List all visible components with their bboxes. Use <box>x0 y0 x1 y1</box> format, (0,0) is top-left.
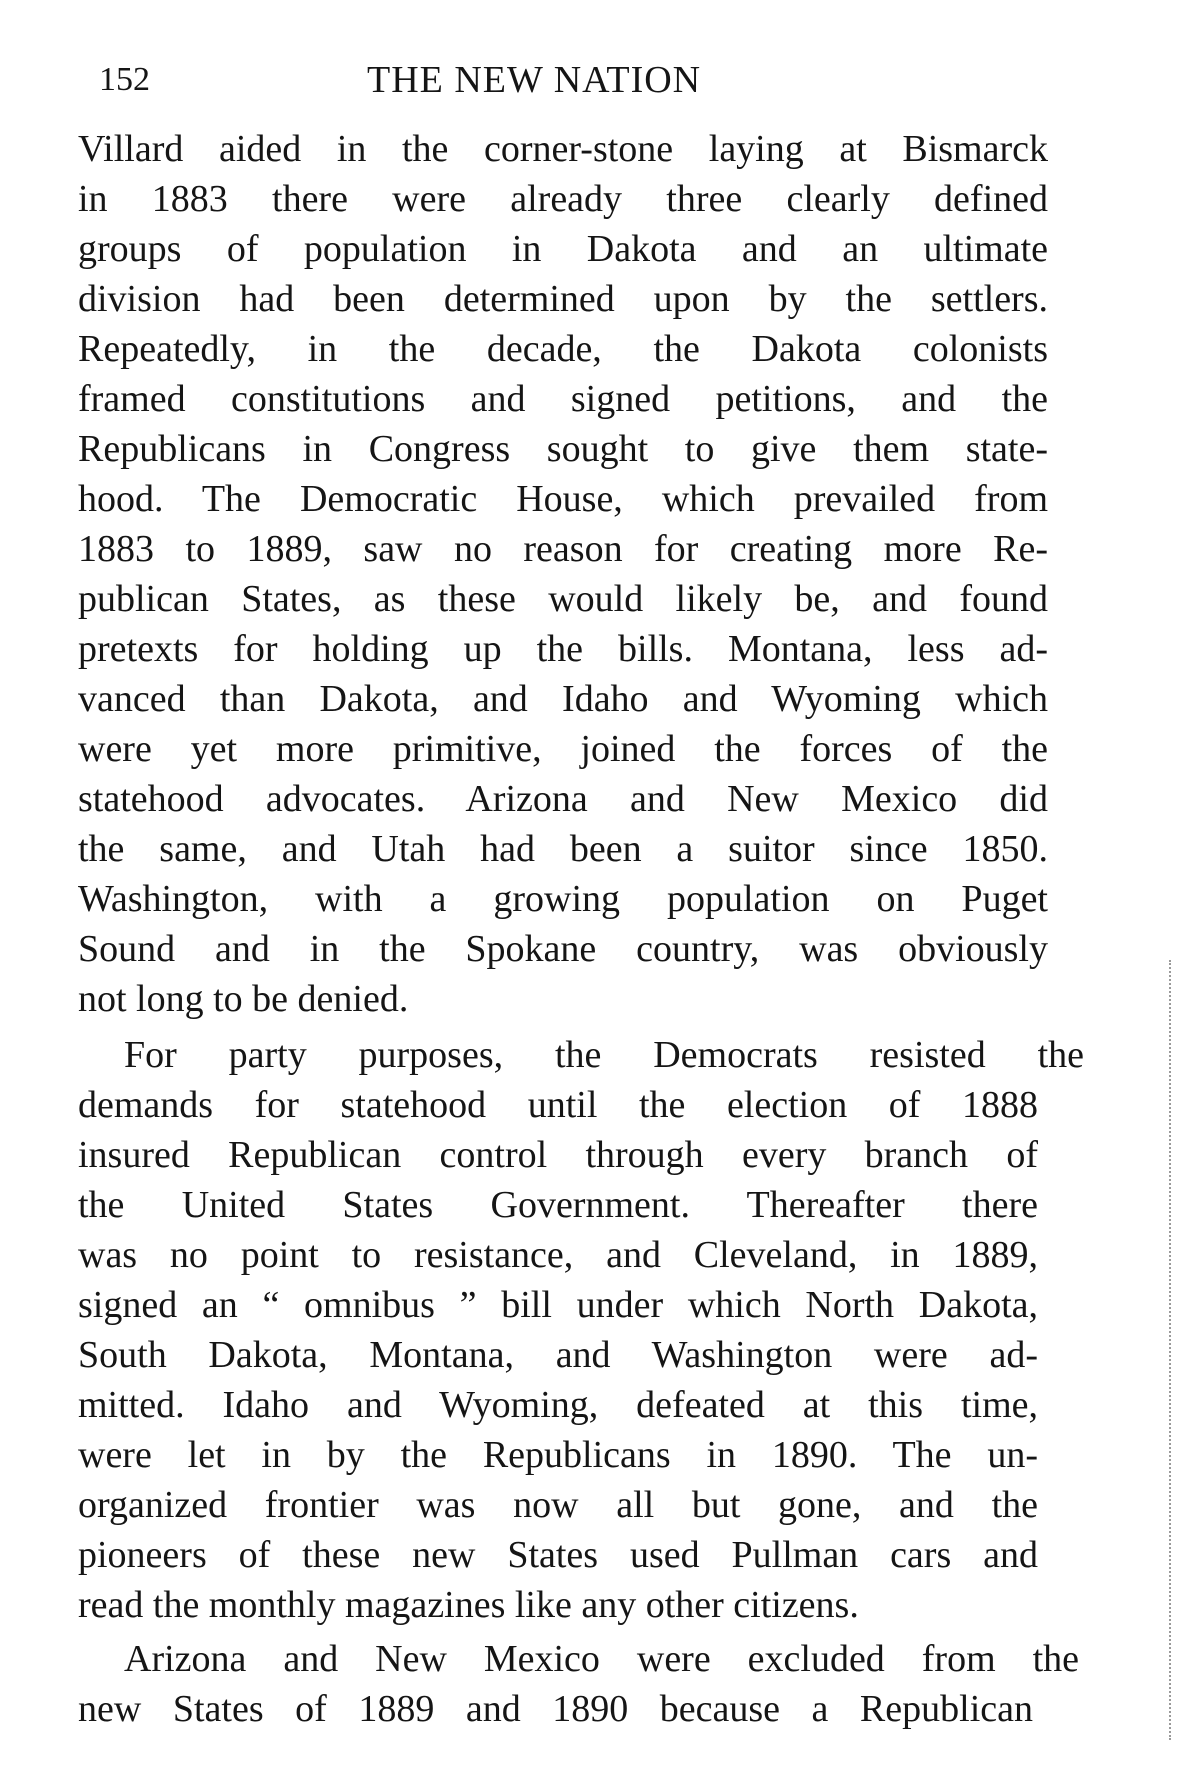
page-header <box>95 50 855 110</box>
text-line: vanced than Dakota, and Idaho and Wyoming which <box>78 678 1048 720</box>
text-line: Arizona and New Mexico were excluded from the <box>124 1638 1079 1680</box>
running-head: THE NEW NATION <box>367 59 702 101</box>
text-line: the same, and Utah had been a suitor since 1850. <box>78 828 1048 870</box>
text-line: 1883 to 1889, saw no reason for creating more Re- <box>78 528 1048 570</box>
text-line: For party purposes, the Democrats resisted the <box>124 1034 1084 1076</box>
paragraph-arizona-new-mexico <box>78 1634 1079 1734</box>
text-line: pioneers of these new States used Pullman cars and <box>78 1534 1038 1576</box>
text-line: groups of population in Dakota and an ultimate <box>78 228 1048 270</box>
text-line: in 1883 there were already three clearly defined <box>78 178 1048 220</box>
text-line: Villard aided in the corner-stone laying at Bismarck <box>78 128 1048 170</box>
text-line: division had been determined upon by the settlers. <box>78 278 1048 320</box>
text-line: was no point to resistance, and Cleveland, in 1889, <box>78 1234 1038 1276</box>
text-line: read the monthly magazines like any other citizens. <box>78 1584 859 1626</box>
page-edge-shadow <box>1169 960 1174 1740</box>
text-line: new States of 1889 and 1890 because a Republican <box>78 1688 1033 1730</box>
text-line: signed an “ omnibus ” bill under which North Dakota, <box>78 1284 1038 1326</box>
body-text <box>78 124 1084 1734</box>
text-line: were let in by the Republicans in 1890. The un- <box>78 1434 1038 1476</box>
text-line: mitted. Idaho and Wyoming, defeated at this time, <box>78 1384 1038 1426</box>
text-line: Washington, with a growing population on Puget <box>78 878 1048 920</box>
text-line: the United States Government. Thereafter there <box>78 1184 1038 1226</box>
text-line: framed constitutions and signed petitions, and the <box>78 378 1048 420</box>
text-line: pretexts for holding up the bills. Montana, less ad- <box>78 628 1048 670</box>
text-line: Republicans in Congress sought to give them state- <box>78 428 1048 470</box>
text-line: Repeatedly, in the decade, the Dakota colonists <box>78 328 1048 370</box>
text-line: demands for statehood until the election of 1888 <box>78 1084 1038 1126</box>
paragraph-statehood-demands <box>78 124 1048 1024</box>
text-line: not long to be denied. <box>78 978 409 1020</box>
text-line: were yet more primitive, joined the forces of the <box>78 728 1048 770</box>
text-line: organized frontier was now all but gone, and the <box>78 1484 1038 1526</box>
text-line: South Dakota, Montana, and Washington were ad- <box>78 1334 1038 1376</box>
text-line: hood. The Democratic House, which prevailed from <box>78 478 1048 520</box>
text-line: insured Republican control through every branch of <box>78 1134 1038 1176</box>
text-line: publican States, as these would likely be, and found <box>78 578 1048 620</box>
text-line: statehood advocates. Arizona and New Mexico did <box>78 778 1048 820</box>
page-number: 152 <box>99 61 150 98</box>
text-line: Sound and in the Spokane country, was obviously <box>78 928 1048 970</box>
paragraph-omnibus-bill <box>78 1030 1084 1630</box>
